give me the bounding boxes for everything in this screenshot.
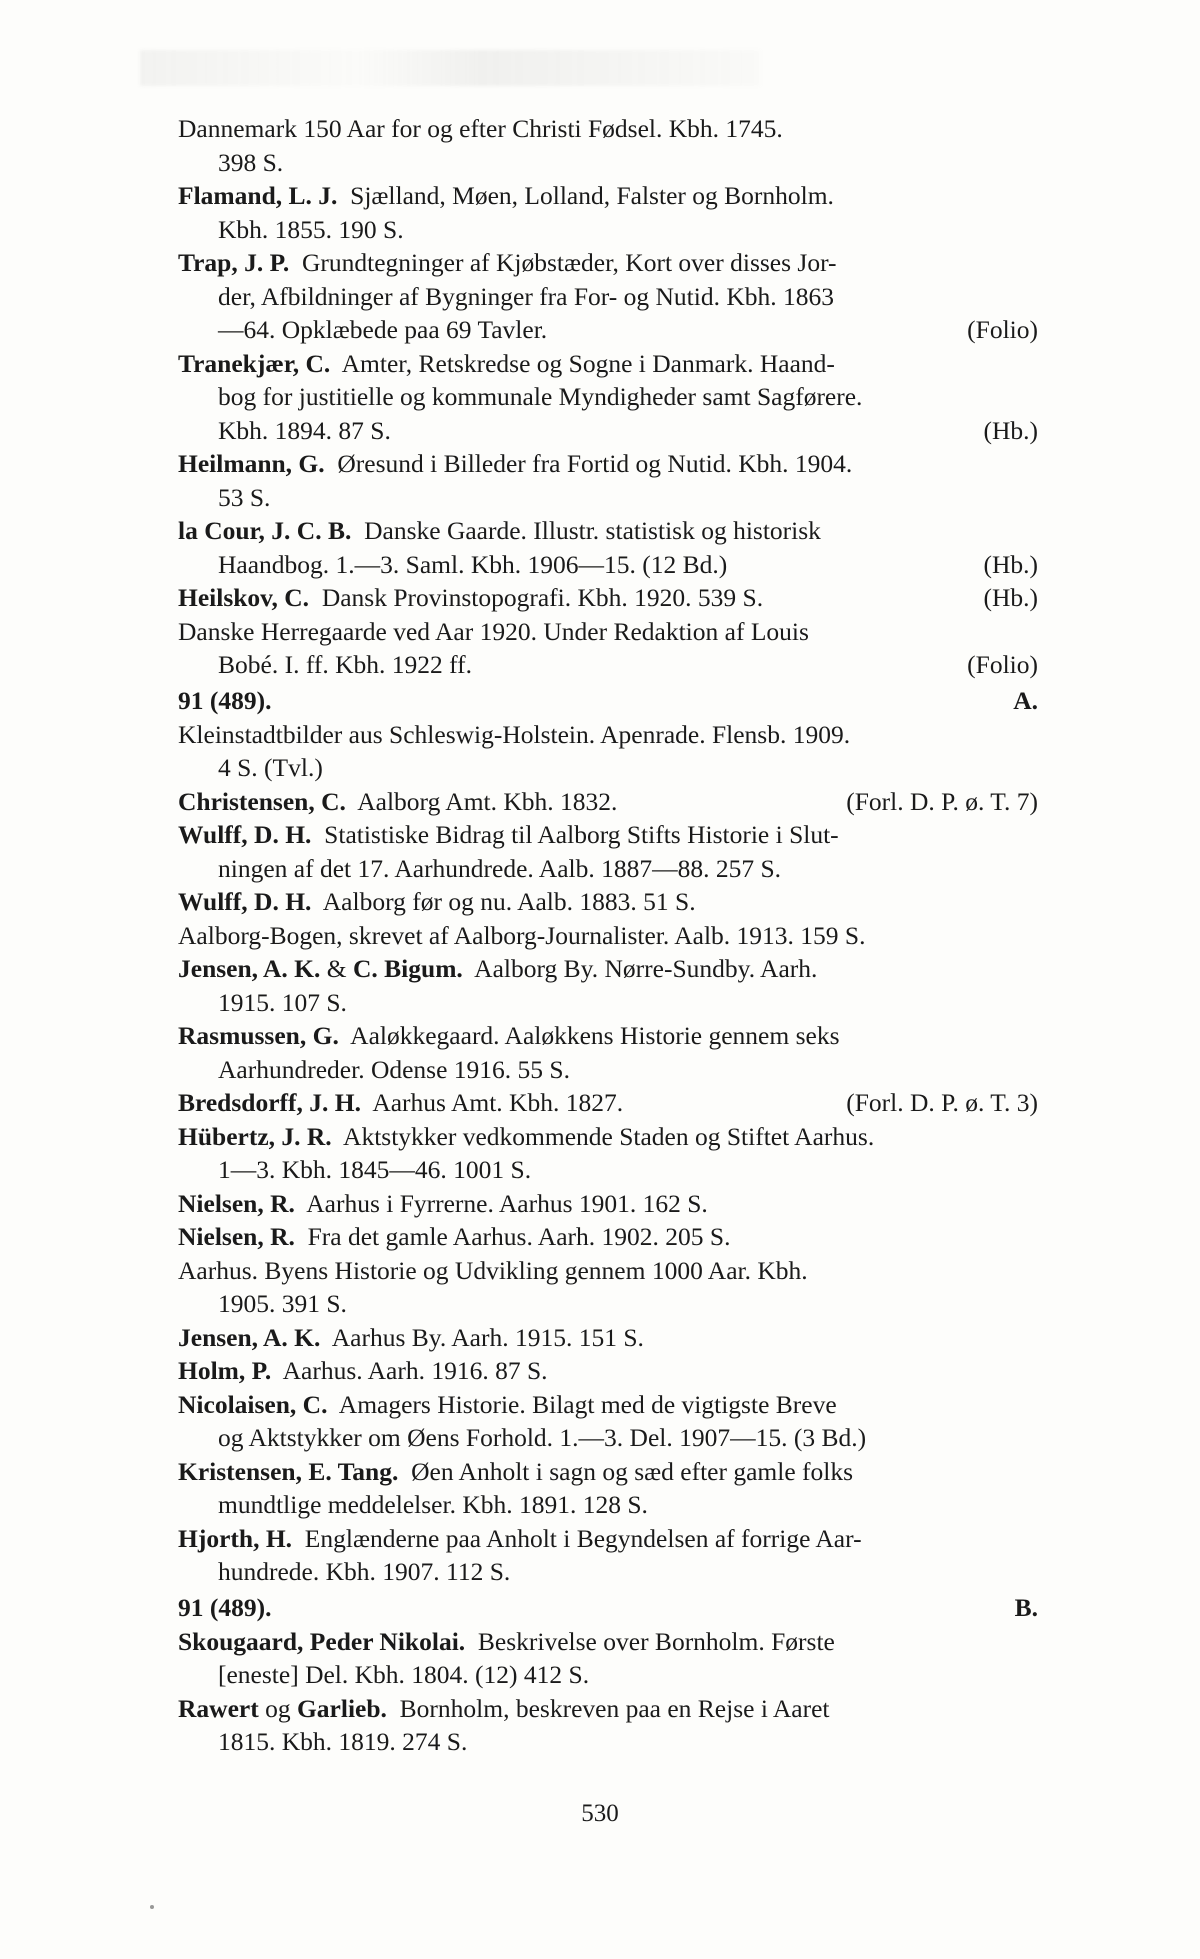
- section-heading: [178, 1591, 1038, 1625]
- list-item: [178, 1522, 1038, 1589]
- author-name: Flamand, L. J.: [178, 181, 338, 210]
- scan-speck: [150, 1905, 154, 1909]
- entry-line: bog for justitielle og kommunale Myndigheder samt Sagførere.: [218, 382, 863, 411]
- entry-line: 1815. Kbh. 1819. 274 S.: [218, 1727, 468, 1756]
- section-letter: B.: [1014, 1592, 1038, 1622]
- list-item: [178, 347, 1038, 448]
- page-number: 530: [581, 1800, 619, 1827]
- entry-line: 1915. 107 S.: [218, 987, 347, 1017]
- author-name: Trap, J. P.: [178, 248, 290, 277]
- entry-line: Holm, P. Aarhus. Aarh. 1916. 87 S.: [178, 1356, 548, 1385]
- entry-line: Bredsdorff, J. H. Aarhus Amt. Kbh. 1827. (Forl. D. P. ø. T. 3): [178, 1086, 1038, 1120]
- list-item: [178, 785, 1038, 819]
- entry-tail: (Forl. D. P. ø. T. 7): [846, 786, 1038, 816]
- entry-line: 53 S.: [218, 482, 271, 512]
- entry-line: la Cour, J. C. B. Danske Gaarde. Illustr. statistisk og historisk: [178, 516, 821, 545]
- entry-line: hundrede. Kbh. 1907. 112 S.: [218, 1557, 511, 1586]
- section-number: 91 (489).: [178, 1592, 272, 1622]
- list-item: [178, 885, 1038, 919]
- author-name: Nielsen, R.: [178, 1222, 295, 1251]
- author-name: Jensen, A. K.: [178, 954, 321, 983]
- entry-line: 4 S. (Tvl.): [218, 753, 323, 782]
- author-name: Wulff, D. H.: [178, 887, 312, 916]
- entry-line: Tranekjær, C. Amter, Retskredse og Sogne i Danmark. Haand-: [178, 348, 835, 378]
- entry-line: Rasmussen, G. Aaløkkegaard. Aaløkkens Historie gennem seks: [178, 1021, 840, 1050]
- entry-line: Nielsen, R. Fra det gamle Aarhus. Aarh. 1902. 205 S.: [178, 1222, 731, 1251]
- author-name-2: C. Bigum.: [353, 954, 463, 983]
- entry-line: Nicolaisen, C. Amagers Historie. Bilagt med de vigtigste Breve: [178, 1389, 837, 1419]
- list-item: [178, 514, 1038, 581]
- author-name-2: Garlieb.: [296, 1693, 387, 1723]
- author-name: Bredsdorff, J. H.: [178, 1088, 361, 1117]
- author-name: Holm, P.: [178, 1356, 272, 1385]
- list-item: [178, 1354, 1038, 1388]
- entry-line: Heilmann, G. Øresund i Billeder fra Fortid og Nutid. Kbh. 1904.: [178, 449, 853, 478]
- entry-line: Flamand, L. J. Sjælland, Møen, Lolland, Falster og Bornholm.: [178, 181, 834, 210]
- entry-tail: (Hb.): [983, 583, 1038, 612]
- entry-line: Aarhundreder. Odense 1916. 55 S.: [218, 1054, 570, 1084]
- list-item: [178, 919, 1038, 953]
- author-name: Skougaard, Peder Nikolai.: [178, 1626, 466, 1656]
- list-item: [178, 1086, 1038, 1120]
- entry-line: Skougaard, Peder Nikolai. Beskrivelse over Bornholm. Første: [178, 1626, 835, 1656]
- entry-tail: (Folio): [967, 315, 1038, 344]
- entry-line: [eneste] Del. Kbh. 1804. (12) 412 S.: [218, 1660, 590, 1689]
- list-item: [178, 1220, 1038, 1254]
- list-item: [178, 112, 1038, 179]
- list-item: [178, 1455, 1038, 1522]
- list-item: [178, 1187, 1038, 1221]
- list-item: [178, 818, 1038, 885]
- entry-line: 1—3. Kbh. 1845—46. 1001 S.: [218, 1155, 532, 1184]
- author-name: la Cour, J. C. B.: [178, 516, 352, 545]
- entry-line: og Aktstykker om Øens Forhold. 1.—3. Del. 1907—15. (3 Bd.): [218, 1423, 867, 1452]
- list-item: [178, 1019, 1038, 1086]
- list-item: [178, 1321, 1038, 1355]
- list-item: [178, 246, 1038, 347]
- entry-tail: (Folio): [967, 650, 1038, 679]
- author-name: Wulff, D. H.: [178, 820, 312, 849]
- section-number: 91 (489).: [178, 685, 272, 715]
- scan-artifact: [140, 50, 760, 86]
- author-name: Rawert: [178, 1693, 259, 1723]
- list-item: [178, 1692, 1038, 1759]
- entry-tail: (Hb.): [983, 415, 1038, 445]
- section-letter: A.: [1013, 685, 1038, 715]
- entry-line: Jensen, A. K. Aarhus By. Aarh. 1915. 151 S.: [178, 1322, 644, 1352]
- list-item: [178, 1120, 1038, 1187]
- list-item: [178, 1254, 1038, 1321]
- author-name: Nielsen, R.: [178, 1188, 295, 1218]
- entry-line: Kleinstadtbilder aus Schleswig-Holstein. Apenrade. Flensb. 1909.: [178, 719, 851, 749]
- author-name: Nicolaisen, C.: [178, 1389, 328, 1419]
- list-item: [178, 1625, 1038, 1692]
- list-item: [178, 615, 1038, 682]
- entry-line: ningen af det 17. Aarhundrede. Aalb. 1887—88. 257 S.: [218, 853, 782, 883]
- author-name: Heilskov, C.: [178, 583, 310, 612]
- entry-line: mundtlige meddelelser. Kbh. 1891. 128 S.: [218, 1490, 648, 1519]
- entry-line: Trap, J. P. Grundtegninger af Kjøbstæder, Kort over disses Jor-: [178, 248, 837, 277]
- list-item: [178, 447, 1038, 514]
- entry-tail: (Hb.): [983, 549, 1038, 579]
- author-name: Rasmussen, G.: [178, 1021, 339, 1050]
- entry-line: Dannemark 150 Aar for og efter Christi Fødsel. Kbh. 1745.: [178, 114, 783, 143]
- entry-line: Kbh. 1855. 190 S.: [218, 214, 404, 244]
- list-item: [178, 1388, 1038, 1455]
- entry-line: Hjorth, H. Englænderne paa Anholt i Begyndelsen af forrige Aar-: [178, 1523, 862, 1553]
- bibliography-list: [178, 112, 1038, 1759]
- entry-line: Aalborg-Bogen, skrevet af Aalborg-Journalister. Aalb. 1913. 159 S.: [178, 920, 866, 950]
- entry-line: Christensen, C. Aalborg Amt. Kbh. 1832. (Forl. D. P. ø. T. 7): [178, 785, 1038, 819]
- author-name: Christensen, C.: [178, 786, 346, 816]
- entry-line: Danske Herregaarde ved Aar 1920. Under Redaktion af Louis: [178, 616, 809, 646]
- author-name: Hjorth, H.: [178, 1523, 293, 1553]
- author-name: Hübertz, J. R.: [178, 1121, 332, 1151]
- entry-line: Rawert og Garlieb. Bornholm, beskreven paa en Rejse i Aaret: [178, 1693, 830, 1723]
- entry-line: Aarhus. Byens Historie og Udvikling gennem 1000 Aar. Kbh.: [178, 1255, 808, 1285]
- entry-line: 398 S.: [218, 147, 284, 177]
- entry-line: Kristensen, E. Tang. Øen Anholt i sagn og sæd efter gamle folks: [178, 1456, 854, 1486]
- entry-line: Bobé. I. ff. Kbh. 1922 ff. (Folio): [218, 648, 1038, 682]
- entry-line: Jensen, A. K. & C. Bigum. Aalborg By. Nørre-Sundby. Aarh.: [178, 954, 818, 983]
- list-item: [178, 581, 1038, 615]
- entry-line: Wulff, D. H. Aalborg før og nu. Aalb. 1883. 51 S.: [178, 887, 696, 916]
- section-heading: [178, 684, 1038, 718]
- list-item: [178, 718, 1038, 785]
- author-name: Heilmann, G.: [178, 449, 325, 478]
- entry-tail: (Forl. D. P. ø. T. 3): [846, 1088, 1038, 1117]
- author-name: Tranekjær, C.: [178, 348, 331, 378]
- entry-line: Heilskov, C. Dansk Provinstopografi. Kbh. 1920. 539 S. (Hb.): [178, 581, 1038, 615]
- entry-line: Nielsen, R. Aarhus i Fyrrerne. Aarhus 1901. 162 S.: [178, 1188, 708, 1218]
- entry-line: Haandbog. 1.—3. Saml. Kbh. 1906—15. (12 Bd.) (Hb.): [218, 548, 1038, 582]
- entry-line: 1905. 391 S.: [218, 1289, 347, 1318]
- entry-line: Hübertz, J. R. Aktstykker vedkommende Staden og Stiftet Aarhus.: [178, 1121, 875, 1151]
- entry-line: —64. Opklæbede paa 69 Tavler. (Folio): [218, 313, 1038, 347]
- entry-line: Wulff, D. H. Statistiske Bidrag til Aalborg Stifts Historie i Slut-: [178, 820, 839, 849]
- entry-line: der, Afbildninger af Bygninger fra For- og Nutid. Kbh. 1863: [218, 281, 835, 311]
- author-name: Kristensen, E. Tang.: [178, 1456, 399, 1486]
- entry-line: Kbh. 1894. 87 S. (Hb.): [218, 414, 1038, 448]
- author-name: Jensen, A. K.: [178, 1322, 321, 1352]
- list-item: [178, 952, 1038, 1019]
- list-item: [178, 179, 1038, 246]
